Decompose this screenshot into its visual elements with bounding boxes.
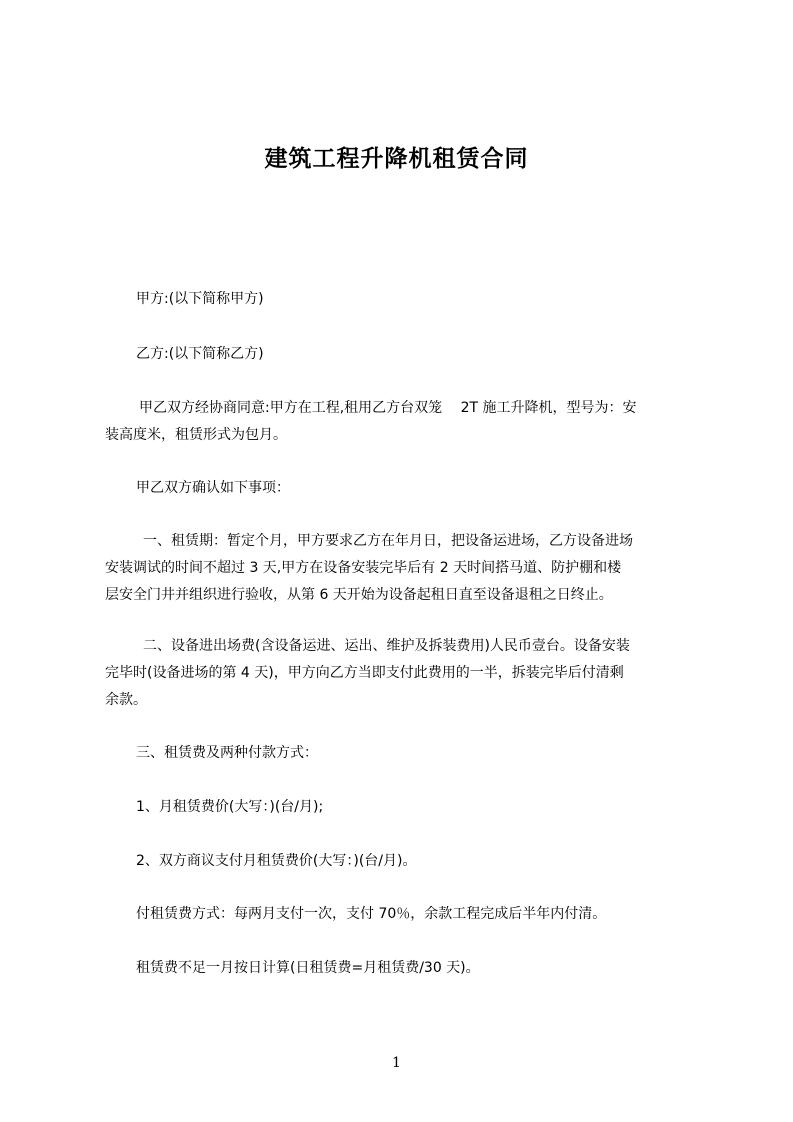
- text-line: 乙方:(以下简称乙方): [136, 346, 264, 362]
- paragraph-daily: [105, 955, 710, 982]
- text-line: 租赁费不足一月按日计算(日租赁费=月租赁费/30 天)。: [136, 960, 480, 976]
- text-line: 三、租赁费及两种付款方式：: [136, 745, 318, 761]
- text-line: 付租赁费方式：每两月支付一次，支付 70％，余款工程完成后半年内付清。: [136, 906, 607, 922]
- text-line: 安装调试的时间不超过 3 天,甲方在设备安装完毕后有 2 天时间搭马道、防护棚和楼: [105, 560, 622, 576]
- paragraph-clause-3: [105, 740, 710, 767]
- paragraph-item-1: [105, 794, 710, 821]
- paragraph-party-a: [105, 286, 710, 313]
- text-line: 余款。: [105, 692, 147, 708]
- text-line: 2、双方商议支付月租赁费价(大写：)(台/月)。: [136, 853, 417, 869]
- paragraph-clause-2: [105, 633, 710, 714]
- text-line: 一、租赁期：暂定个月，甲方要求乙方在年月日，把设备运进场，乙方设备进场: [143, 533, 633, 549]
- paragraph-confirm: [105, 475, 710, 502]
- document-title: 建筑工程升降机租赁合同: [264, 146, 529, 172]
- text-line: 二、设备进出场费(含设备运进、运出、维护及拆装费用)人民币壹台。设备安装: [143, 638, 630, 654]
- text-line: 层安全门井并组织进行验收，从第 6 天开始为设备起租日直至设备退租之日终止。: [105, 587, 613, 603]
- text-line: 完毕时(设备进场的第 4 天)，甲方向乙方当即支付此费用的一半，拆装完毕后付清剩: [105, 665, 624, 681]
- page-number: 1: [392, 1055, 401, 1071]
- text-line: 甲方:(以下简称甲方): [136, 291, 264, 307]
- text-line: 甲乙双方确认如下事项：: [136, 480, 290, 496]
- paragraph-party-b: [105, 341, 710, 368]
- text-line: 1、月租赁费价(大写：)(台/月);: [136, 799, 324, 815]
- text-line: 装高度米，租赁形式为包月。: [105, 427, 287, 443]
- paragraph-item-2: [105, 848, 710, 875]
- paragraph-payment: [105, 901, 710, 928]
- text-line: 甲乙双方经协商同意:甲方在工程,租用乙方台双笼 2T 施工升降机，型号为：安: [139, 400, 637, 416]
- paragraph-clause-1: [105, 528, 710, 609]
- paragraph-agreement: [105, 395, 710, 449]
